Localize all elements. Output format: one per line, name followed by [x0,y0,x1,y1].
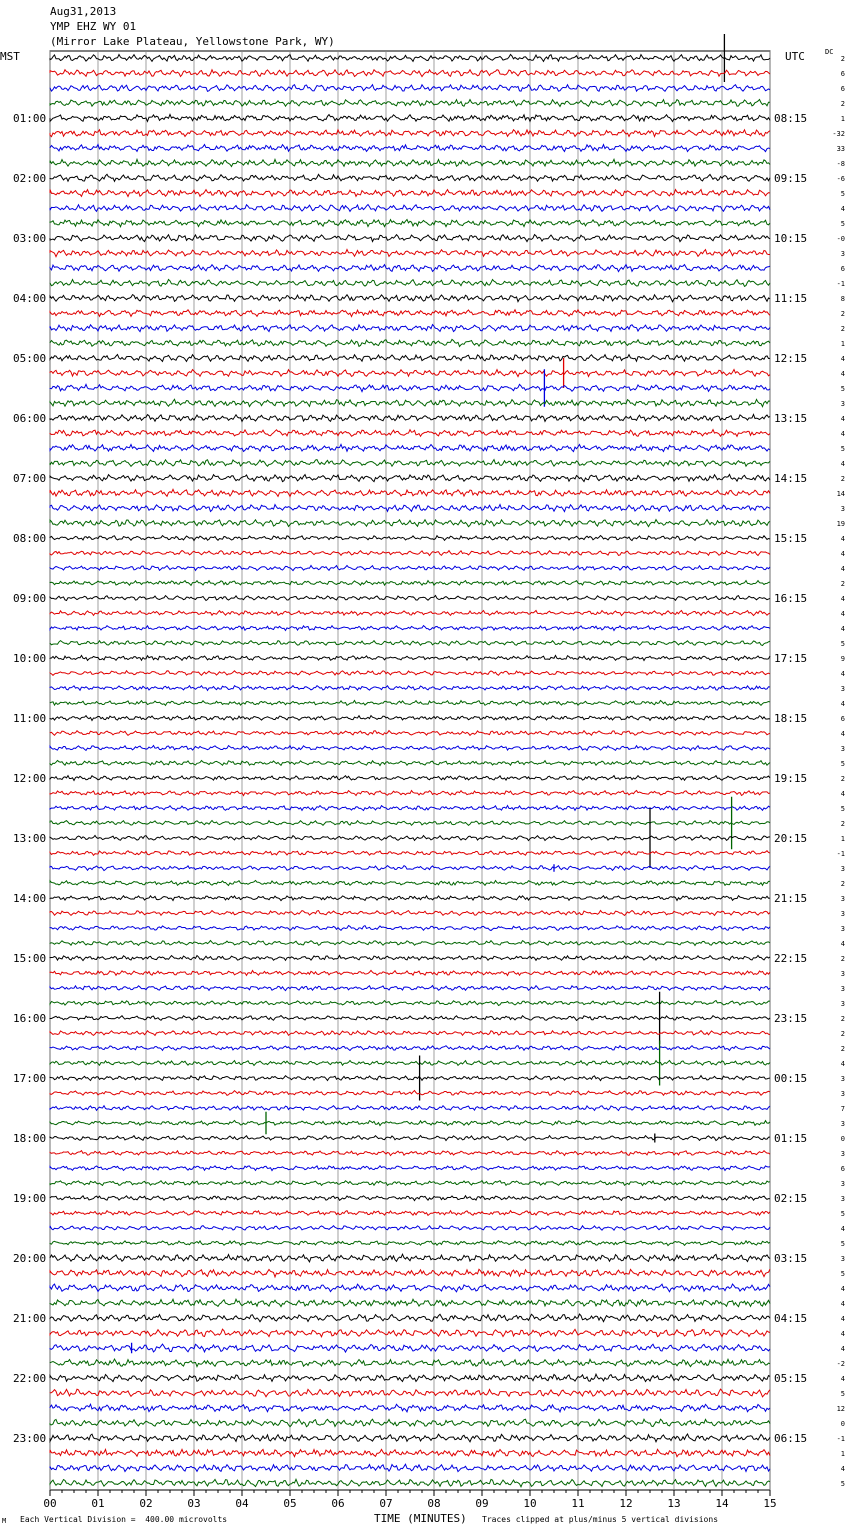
dc-offset-value: 2 [840,880,845,888]
dc-offset-value: 3 [840,1120,845,1128]
dc-offset-value: 3 [840,1255,845,1263]
trace-line [50,551,770,556]
dc-offset-value: 1 [840,115,845,123]
utc-hour-label: 10:15 [774,232,808,245]
mst-hour-label: 12:00 [13,772,47,785]
dc-offset-value: 3 [840,685,845,693]
mst-hour-label: 05:00 [13,352,47,365]
x-tick-label: 13 [667,1497,681,1510]
dc-offset-value: 5 [840,1270,845,1278]
dc-offset-value: 3 [840,745,845,753]
dc-offset-value: -6 [836,175,845,183]
dc-offset-value: 3 [840,1090,845,1098]
dc-offset-value: 2 [840,580,845,588]
dc-offset-value: 3 [840,970,845,978]
x-tick-label: 07 [379,1497,393,1510]
dc-offset-value: 6 [840,715,845,723]
trace-line [50,1241,770,1246]
dc-offset-value: 4 [840,430,845,438]
trace-line [50,1016,770,1021]
utc-hour-label: 17:15 [774,652,808,665]
utc-hour-label: 13:15 [774,412,808,425]
trace-line [50,1254,770,1262]
utc-hour-label: 02:15 [774,1192,808,1205]
dc-offset-value: 2 [840,325,845,333]
dc-offset-value: 2 [840,1045,845,1053]
mst-hour-label: 19:00 [13,1192,47,1205]
dc-offset-value: -32 [832,130,845,138]
dc-offset-value: 4 [840,1300,845,1308]
trace-line [50,1121,770,1126]
trace-line [50,1284,770,1292]
dc-offset-value: 9 [840,655,845,663]
trace-line [50,325,770,332]
trace-line [50,460,770,467]
trace-line [50,85,770,92]
utc-hour-label: 21:15 [774,892,808,905]
trace-line [50,1181,770,1186]
dc-offset-value: 6 [840,70,845,78]
trace-line [50,626,770,631]
dc-offset-value: 33 [836,145,845,153]
dc-offset-value: 6 [840,85,845,93]
utc-hour-label: 12:15 [774,352,808,365]
trace-line [50,880,770,885]
trace-line [50,205,770,212]
dc-offset-value: 2 [840,820,845,828]
trace-line [50,1106,770,1111]
trace-line [50,1404,770,1412]
dc-offset-value: 3 [840,910,845,918]
dc-offset-value: 3 [840,925,845,933]
dc-offset-value: 6 [840,1165,845,1173]
trace-line [50,655,770,660]
trace-line [50,760,770,765]
dc-offset-value: 3 [840,400,845,408]
trace-line [50,1269,770,1277]
trace-line [50,174,770,181]
dc-offset-value: 5 [840,190,845,198]
x-tick-label: 10 [523,1497,537,1510]
trace-line [50,941,770,946]
dc-offset-value: 5 [840,640,845,648]
mst-hour-label: 03:00 [13,232,47,245]
trace-line [50,1001,770,1006]
utc-hour-label: 22:15 [774,952,808,965]
trace-line [50,1314,770,1322]
trace-line [50,354,770,361]
dc-offset-value: 5 [840,1240,845,1248]
trace-line [50,1076,770,1081]
dc-offset-value: -1 [836,850,845,858]
utc-hour-label: 03:15 [774,1252,808,1265]
trace-line [50,130,770,137]
mst-hour-label: 23:00 [13,1432,47,1445]
utc-hour-label: 08:15 [774,112,808,125]
mst-hour-label: 14:00 [13,892,47,905]
trace-line [50,430,770,437]
trace-line [50,1479,770,1486]
corner-mark: M [2,1517,7,1525]
trace-line [50,1211,770,1216]
dc-offset-value: 4 [840,1375,845,1383]
station-code: YMP EHZ WY 01 [50,20,137,33]
trace-line [50,1046,770,1051]
trace-line [50,776,770,781]
dc-offset-header: DC [825,48,834,56]
trace-line [50,835,770,840]
trace-line [50,746,770,751]
dc-offset-value: 5 [840,760,845,768]
dc-offset-value: 3 [840,505,845,513]
dc-offset-value: 3 [840,895,845,903]
x-tick-label: 11 [571,1497,585,1510]
dc-offset-value: 1 [840,340,845,348]
dc-offset-value: 2 [840,775,845,783]
dc-offset-value: 1 [840,835,845,843]
mst-hour-label: 17:00 [13,1072,47,1085]
dc-offset-value: 3 [840,1000,845,1008]
utc-hour-label: 20:15 [774,832,808,845]
trace-line [50,444,770,451]
dc-offset-value: 19 [836,520,845,528]
mst-hour-label: 13:00 [13,832,47,845]
dc-offset-value: -1 [836,280,845,288]
dc-offset-value: -2 [836,1360,845,1368]
trace-line [50,1344,770,1352]
utc-hour-label: 23:15 [774,1012,808,1025]
utc-hour-label: 11:15 [774,292,808,305]
x-tick-label: 09 [475,1497,489,1510]
trace-line [50,1299,770,1306]
trace-line [50,1374,770,1381]
dc-offset-value: 4 [840,670,845,678]
dc-offset-value: 1 [840,1450,845,1458]
utc-hour-label: 04:15 [774,1312,808,1325]
trace-line [50,1389,770,1397]
trace-line [50,145,770,152]
dc-offset-value: 4 [840,790,845,798]
trace-line [50,1419,770,1426]
trace-line [50,114,770,121]
trace-line [50,1329,770,1337]
dc-offset-value: 3 [840,865,845,873]
trace-line [50,70,770,77]
trace-line [50,820,770,825]
x-tick-label: 03 [187,1497,201,1510]
dc-offset-value: -0 [836,235,845,243]
dc-offset-value: 4 [840,1285,845,1293]
utc-hour-label: 00:15 [774,1072,808,1085]
dc-offset-value: 14 [836,490,845,498]
trace-line [50,1226,770,1231]
mst-hour-label: 04:00 [13,292,47,305]
trace-line [50,1434,770,1442]
dc-offset-value: 2 [840,955,845,963]
trace-line [50,926,770,931]
mst-hour-label: 10:00 [13,652,47,665]
dc-offset-value: 3 [840,250,845,258]
x-tick-label: 00 [43,1497,57,1510]
dc-offset-value: 4 [840,460,845,468]
trace-line [50,370,770,377]
dc-offset-value: 4 [840,940,845,948]
dc-offset-value: 4 [840,1465,845,1473]
dc-offset-value: 4 [840,370,845,378]
dc-offset-value: 7 [840,1105,845,1113]
dc-offset-value: 4 [840,730,845,738]
trace-line [50,671,770,676]
x-tick-label: 01 [91,1497,105,1510]
trace-line [50,489,770,496]
x-tick-label: 02 [139,1497,153,1510]
dc-offset-value: 0 [840,1135,845,1143]
trace-line [50,610,770,615]
trace-line [50,295,770,302]
dc-offset-value: 4 [840,1330,845,1338]
utc-hour-label: 06:15 [774,1432,808,1445]
dc-offset-value: 4 [840,700,845,708]
x-tick-label: 04 [235,1497,249,1510]
dc-offset-value: 4 [840,535,845,543]
dc-offset-value: 4 [840,610,845,618]
trace-line [50,505,770,512]
mst-hour-label: 20:00 [13,1252,47,1265]
trace-line [50,716,770,721]
dc-offset-value: 4 [840,595,845,603]
left-timezone-label: MST [0,50,20,63]
right-timezone-label: UTC [785,50,805,63]
x-tick-label: 05 [283,1497,297,1510]
dc-offset-value: -8 [836,160,845,168]
mst-hour-label: 16:00 [13,1012,47,1025]
mst-hour-label: 11:00 [13,712,47,725]
dc-offset-value: 12 [836,1405,845,1413]
dc-offset-value: 4 [840,550,845,558]
trace-line [50,474,770,481]
utc-hour-label: 05:15 [774,1372,808,1385]
trace-line [50,701,770,706]
dc-offset-value: 3 [840,1150,845,1158]
dc-offset-value: 4 [840,355,845,363]
trace-line [50,250,770,257]
dc-offset-value: 0 [840,1420,845,1428]
trace-line [50,565,770,570]
mst-hour-label: 22:00 [13,1372,47,1385]
dc-offset-value: 4 [840,205,845,213]
mst-hour-label: 21:00 [13,1312,47,1325]
trace-line [50,1060,770,1065]
x-tick-label: 12 [619,1497,633,1510]
dc-offset-value: 3 [840,985,845,993]
trace-line [50,279,770,286]
dc-offset-value: 5 [840,1210,845,1218]
dc-offset-value: 4 [840,415,845,423]
trace-line [50,520,770,527]
dc-offset-value: 5 [840,385,845,393]
dc-offset-value: 2 [840,475,845,483]
trace-line [50,384,770,391]
dc-offset-value: 4 [840,1315,845,1323]
trace-line [50,731,770,736]
dc-offset-value: -1 [836,1435,845,1443]
mst-hour-label: 06:00 [13,412,47,425]
record-date: Aug31,2013 [50,5,117,18]
dc-offset-value: 2 [840,310,845,318]
dc-offset-value: 8 [840,295,845,303]
trace-line [50,1449,770,1456]
trace-line [50,220,770,227]
dc-offset-value: 5 [840,1480,845,1488]
dc-offset-value: 2 [840,55,845,63]
mst-hour-label: 02:00 [13,172,47,185]
dc-offset-value: 5 [840,1390,845,1398]
trace-line [50,851,770,856]
dc-offset-value: 5 [840,220,845,228]
utc-hour-label: 01:15 [774,1132,808,1145]
dc-offset-value: 2 [840,1015,845,1023]
trace-line [50,1136,770,1141]
utc-hour-label: 14:15 [774,472,808,485]
trace-line [50,1359,770,1367]
clip-note: Traces clipped at plus/minus 5 vertical divisions [482,1515,719,1524]
dc-offset-value: 4 [840,1060,845,1068]
x-tick-label: 15 [763,1497,777,1510]
x-tick-label: 06 [331,1497,345,1510]
mst-hour-label: 01:00 [13,112,47,125]
dc-offset-value: 3 [840,1195,845,1203]
mst-hour-label: 08:00 [13,532,47,545]
trace-line [50,1091,770,1096]
x-axis-title: TIME (MINUTES) [374,1512,467,1525]
dc-offset-value: 4 [840,1345,845,1353]
trace-line [50,641,770,646]
trace-line [50,955,770,960]
scale-note: Each Vertical Division = 400.00 microvolts [20,1515,228,1524]
trace-line [50,1464,770,1471]
mst-hour-label: 15:00 [13,952,47,965]
trace-line [50,596,770,601]
trace-line [50,791,770,796]
trace-line [50,536,770,541]
dc-offset-value: 6 [840,265,845,273]
dc-offset-value: 5 [840,805,845,813]
trace-line [50,339,770,346]
dc-offset-value: 2 [840,1030,845,1038]
trace-line [50,970,770,975]
trace-line [50,159,770,166]
trace-line [50,1195,770,1200]
utc-hour-label: 18:15 [774,712,808,725]
trace-line [50,235,770,242]
dc-offset-value: 3 [840,1075,845,1083]
station-location: (Mirror Lake Plateau, Yellowstone Park, WY) [50,35,335,48]
dc-offset-value: 4 [840,1225,845,1233]
dc-offset-value: 4 [840,565,845,573]
dc-offset-value: 4 [840,625,845,633]
trace-line [50,986,770,991]
trace-line [50,686,770,691]
trace-line [50,54,770,61]
trace-line [50,1166,770,1171]
mst-hour-label: 18:00 [13,1132,47,1145]
utc-hour-label: 15:15 [774,532,808,545]
utc-hour-label: 09:15 [774,172,808,185]
trace-line [50,866,770,871]
dc-offset-value: 5 [840,445,845,453]
trace-line [50,581,770,586]
dc-offset-value: 3 [840,1180,845,1188]
trace-line [50,806,770,811]
trace-line [50,1151,770,1156]
trace-line [50,896,770,901]
trace-line [50,1031,770,1036]
trace-line [50,310,770,317]
trace-line [50,265,770,272]
dc-offset-value: 2 [840,100,845,108]
trace-line [50,414,770,421]
x-tick-label: 14 [715,1497,729,1510]
utc-hour-label: 16:15 [774,592,808,605]
trace-line [50,189,770,196]
trace-line [50,911,770,916]
x-tick-label: 08 [427,1497,441,1510]
mst-hour-label: 07:00 [13,472,47,485]
trace-line [50,99,770,106]
trace-line [50,399,770,406]
utc-hour-label: 19:15 [774,772,808,785]
mst-hour-label: 09:00 [13,592,47,605]
